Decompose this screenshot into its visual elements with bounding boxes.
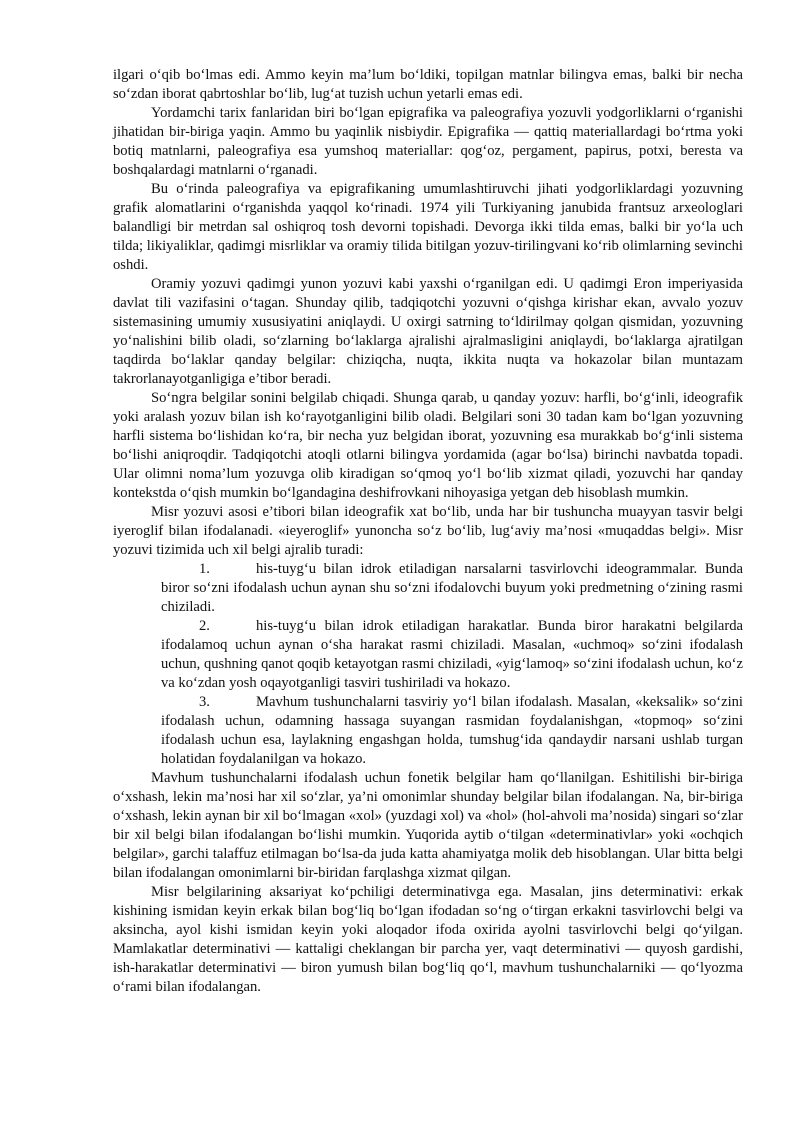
list-item-text: Mavhum tushunchalarni tasviriy yo‘l bilan ifodalash. Masalan, «keksalik» so‘zini ifodalash uchun, odamning hassaga suyangan rasmidan foydalanishgan, «topmoq» so‘zini ifodalash uchun esa, laylakning engashgan holda, tumshug‘ida qandaydir narsani ushlab turgan holatidan foydalanilgan va hokazo. [161, 694, 743, 767]
list-item-number: 1. [199, 561, 210, 577]
paragraph: Oramiy yozuvi qadimgi yunon yozuvi kabi yaxshi o‘rganilgan edi. U qadimgi Eron imperiyasida davlat tili vazifasini o‘tagan. Shunday qilib, tadqiqotchi yozuvni o‘qishga kirishar ekan, avvalo yozuv sistemasining umumiy xususiyatini aniqlaydi. U oxirgi satrning to‘ldirilmay qolgan qismidan, yozuvning yo‘nalishini bilib oladi, so‘zlarning bo‘laklarga ajralishi ajralmasligini aniqlaydi, bo‘laklarga ajratilgan taqdirda bo‘laklar qanday belgilar: chiziqcha, nuqta, ikkita nuqta va hokazolar bilan muntazam takrorlanayotganligiga e’tibor beradi. [113, 276, 743, 387]
paragraph: Bu o‘rinda paleografiya va epigrafikaning umumlashtiruvchi jihati yodgorliklardagi yozuvning grafik alomatlarini o‘rganishda yaqqol ko‘rinadi. 1974 yili Turkiyaning janubida frantsuz arxeologlari balandligi bir metrdan sal oshiqroq tosh devorni topishadi. Devorga ikki tilda emas, balki bir yo‘la uch tilda; likiyaliklar, qadimgi misrliklar va oramiy tilida bitilgan yozuv-tirilingvani ko‘rib olimlarning sevinchi oshdi. [113, 181, 743, 273]
paragraph: So‘ngra belgilar sonini belgilab chiqadi. Shunga qarab, u qanday yozuv: harfli, bo‘g‘inli, ideografik yoki aralash yozuv bilan ish ko‘rayotganligini bilib oladi. Belgilari soni 30 tadan kam bo‘lgan yozuvning harfli sistema bo‘lishidan ko‘ra, bir necha yuz belgidan iborat, yozuvning esa murakkab bo‘g‘inli sistema bo‘lishi aniqroqdir. Tadqiqotchi atoqli otlarni bilingva yordamida (agar bo‘lsa) birinchi navbatda topadi. Ular olimni noma’lum yozuvga olib kiradigan so‘qmoq yo‘l bo‘lib xizmat qiladi, yozuvchi har qanday kontekstda o‘qish mumkin bo‘lgandagina deshifrovkani nihoyasiga yetgan deb hisoblash mumkin. [113, 390, 743, 501]
list-item-number: 3. [199, 694, 210, 710]
list-item [161, 617, 743, 693]
paragraph: ilgari o‘qib bo‘lmas edi. Ammo keyin ma’lum bo‘ldiki, topilgan matnlar bilingva emas, balki bir necha so‘zdan iborat qabrtoshlar bo‘lib, lug‘at tuzish uchun yetarli emas edi. [113, 67, 743, 102]
numbered-list [161, 560, 743, 769]
document-page [113, 66, 743, 997]
paragraph: Mavhum tushunchalarni ifodalash uchun fonetik belgilar ham qo‘llanilgan. Eshitilishi bir-biriga o‘xshash, lekin ma’nosi har xil so‘zlar, ya’ni omonimlar shunday belgilar bilan ifodalangan. Na, bir-biriga o‘xshash, lekin aynan bir xil bo‘lmagan «xol» (yuzdagi xol) va «hol» (hol-ahvoli ma’nosida) singari so‘zlar bir xil belgi bilan ifodalangan bo‘lishi mumkin. Yuqorida aytib o‘tilgan «determinativlar» yoki «ochqich belgilar», garchi talaffuz etilmagan bo‘lsa-da juda katta ahamiyatga molik deb hisoblangan. Ular bitta belgi bilan ifodalangan omonimlarni bir-biridan farqlashga xizmat qilgan. [113, 770, 743, 881]
paragraph: Misr yozuvi asosi e’tibori bilan ideografik xat bo‘lib, unda har bir tushuncha muayyan tasvir belgi iyeroglif bilan ifodalanadi. «ieyeroglif» yunoncha so‘z bo‘lib, lug‘aviy ma’nosi «muqaddas belgi». Misr yozuvi tizimida uch xil belgi ajralib turadi: [113, 504, 743, 558]
list-item-text: his-tuyg‘u bilan idrok etiladigan harakatlar. Bunda biror harakatni belgilarda ifodalamoq uchun aynan o‘sha harakat rasmi chiziladi. Masalan, «uchmoq» so‘zini ifodalash uchun, qushning qanot qoqib ketayotgan rasmi chiziladi, «yig‘lamoq» so‘zini ifodalash uchun, ko‘z va ko‘zdan yosh oqayotganligi tasviri tushiriladi va hokazo. [161, 618, 744, 691]
list-item-number: 2. [199, 618, 210, 634]
list-item-text: his-tuyg‘u bilan idrok etiladigan narsalarni tasvirlovchi ideogrammalar. Bunda biror so‘zni ifodalash uchun aynan shu so‘zni ifodalovchi buyum yoki predmetning o‘zining rasmi chiziladi. [161, 561, 743, 615]
paragraph: Yordamchi tarix fanlaridan biri bo‘lgan epigrafika va paleografiya yozuvli yodgorliklarni o‘rganishi jihatidan bir-biriga yaqin. Ammo bu yaqinlik nisbiydir. Epigrafika — qattiq materiallardagi bo‘rtma yoki botiq matnlarni, paleografiya esa yumshoq materiallar: qog‘oz, pergament, papirus, potxi, beresta va boshqalardagi matnlarni o‘rganadi. [113, 105, 743, 178]
paragraph: Misr belgilarining aksariyat ko‘pchiligi determinativga ega. Masalan, jins determinativi: erkak kishining ismidan keyin erkak bilan bog‘liq bo‘lgan ifodadan so‘ng o‘tirgan erkakni tasvirlovchi belgi va aksincha, ayol kishi ismidan keyin yoki aloqador ifoda oxirida ayolni tasvirlovchi belgi qo‘yilgan. Mamlakatlar determinativi — kattaligi cheklangan bir parcha yer, vaqt determinativi — quyosh gardishi, ish-harakatlar determinativi — biron yumush bilan bog‘liq qo‘l, mavhum tushunchalarniki — qo‘lyozma o‘rami bilan ifodalangan. [113, 884, 743, 995]
list-item [161, 560, 743, 617]
list-item [161, 693, 743, 769]
